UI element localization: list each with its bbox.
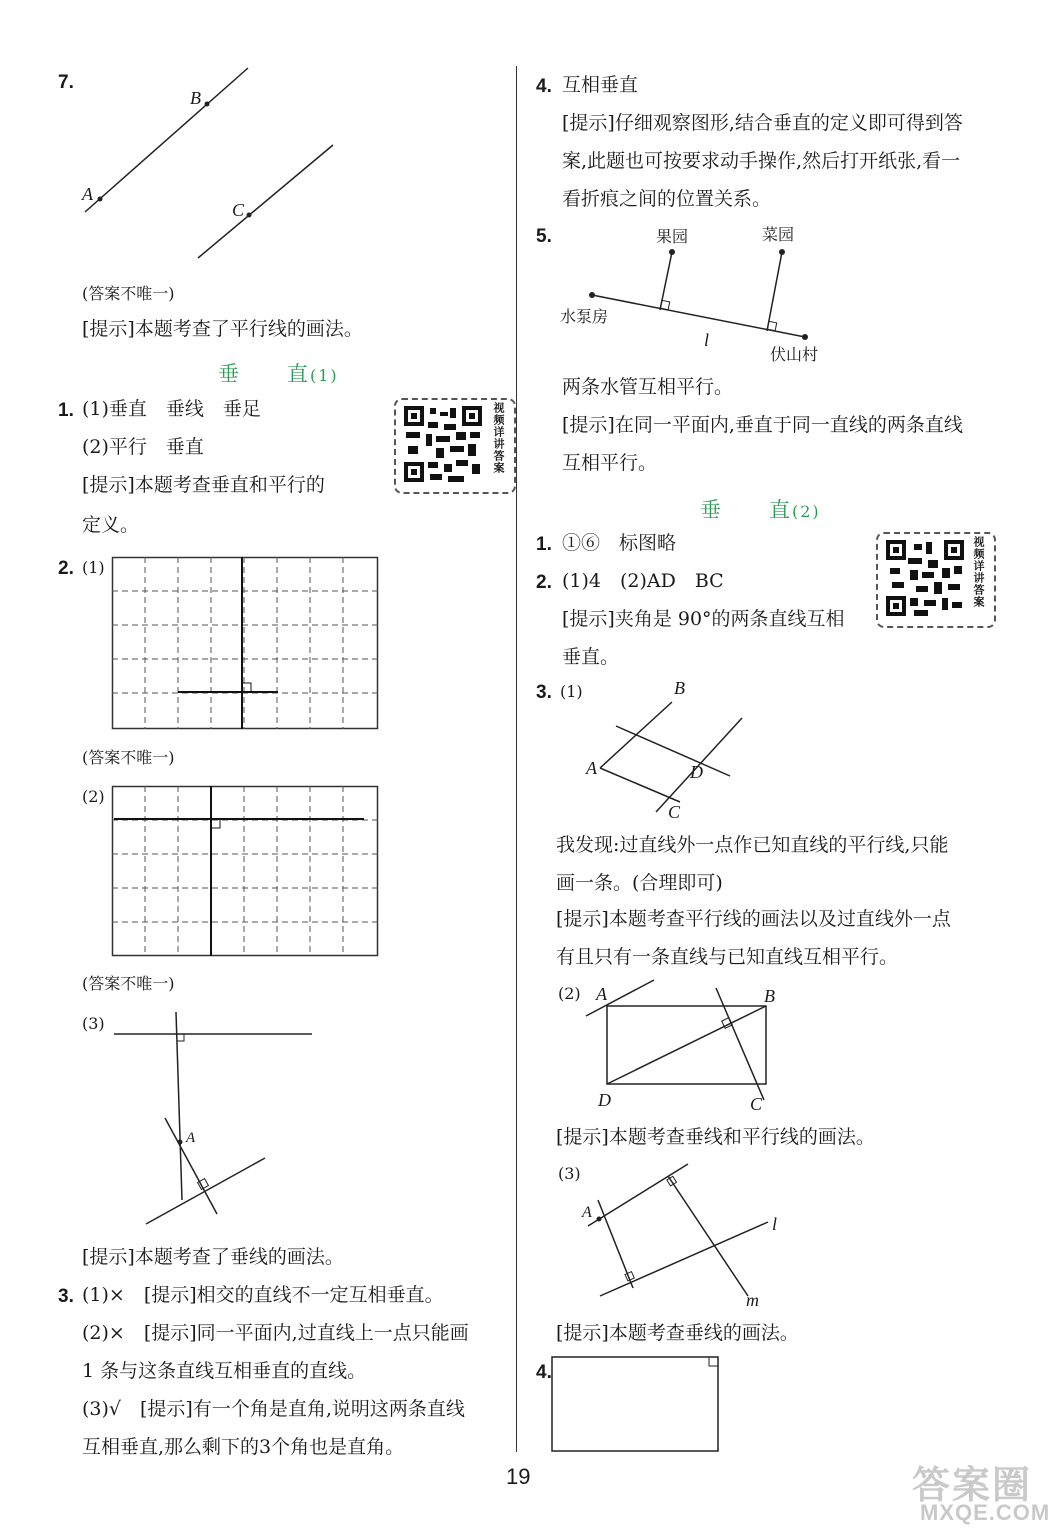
section2-char-b: 直 xyxy=(769,498,792,522)
s1-q1-line2: (2)平行 垂直 xyxy=(82,436,204,458)
s1-q2-point-a: A xyxy=(186,1130,196,1146)
s2-q3-hint-line1: [提示]本题考查平行线的画法以及过直线外一点 xyxy=(556,908,951,930)
s1-q2-hint: [提示]本题考查了垂线的画法。 xyxy=(82,1246,344,1268)
s2-q2-answer: (1)4 (2)AD BC xyxy=(562,570,724,592)
s2-q3-3-line-m: m xyxy=(746,1290,759,1310)
q5-label-vegetable-garden: 菜园 xyxy=(762,225,795,244)
s1-q2-part3-label: (3) xyxy=(82,1014,105,1033)
s2-q3-number: 3. xyxy=(536,682,552,703)
q7-point-a: A xyxy=(82,184,93,204)
q4-answer: 互相垂直 xyxy=(562,74,639,96)
s2-q3-part3-hint: [提示]本题考查垂线的画法。 xyxy=(556,1322,799,1344)
s2-q3-1-point-d: D xyxy=(690,762,703,782)
watermark-logo: 答案圈 xyxy=(912,1465,1033,1507)
qr-right-tag: 视频详讲答案 xyxy=(972,536,985,608)
page-number: 19 xyxy=(506,1464,531,1489)
q5-label-orchard: 果园 xyxy=(656,227,689,246)
s2-q3-2-point-d: D xyxy=(598,1090,611,1110)
s1-q2-part2-label: (2) xyxy=(82,787,105,806)
s1-q3-number: 3. xyxy=(58,1286,74,1307)
q7-point-c: C xyxy=(232,200,245,220)
s2-q3-2-point-a: A xyxy=(596,984,607,1004)
q5-label-pump-house: 水泵房 xyxy=(560,307,609,326)
s2-q4-rectangle xyxy=(551,1356,721,1454)
q4-hint-line1: [提示]仔细观察图形,结合垂直的定义即可得到答 xyxy=(562,112,963,134)
q4-hint-line2: 案,此题也可按要求动手操作,然后打开纸张,看一 xyxy=(562,150,961,172)
section1-char-b: 直 xyxy=(287,362,310,386)
q5-answer: 两条水管互相平行。 xyxy=(562,376,734,398)
s2-q1-answer: ①⑥ 标图略 xyxy=(562,532,677,554)
s2-q3-3-line-l: l xyxy=(772,1214,778,1234)
q5-number: 5. xyxy=(536,226,552,247)
s1-q3-item2-line2: 1 条与这条直线互相垂直的直线。 xyxy=(82,1360,367,1382)
q4-number: 4. xyxy=(536,76,552,97)
q7-hint: [提示]本题考查了平行线的画法。 xyxy=(82,318,363,340)
s2-q3-2-point-b: B xyxy=(764,986,775,1006)
s2-q3-2-point-c: C xyxy=(750,1094,763,1114)
s2-q2-hint-line1: [提示]夹角是 90°的两条直线互相 xyxy=(562,608,845,630)
s2-q2-number: 2. xyxy=(536,572,552,593)
s2-q3-finding-line1: 我发现:过直线外一点作已知直线的平行线,只能 xyxy=(556,834,949,856)
s1-q3-item3-line1: (3)√ [提示]有一个角是直角,说明这两条直线 xyxy=(82,1398,465,1420)
section2-index: (2) xyxy=(792,502,821,521)
s2-q3-part1-label: (1) xyxy=(560,682,583,701)
s2-q3-1-point-a: A xyxy=(586,758,597,778)
q5-hint-line2: 互相平行。 xyxy=(562,452,658,474)
s2-q4-number: 4. xyxy=(536,1362,552,1383)
s2-q1-number: 1. xyxy=(536,534,552,555)
s2-q2-hint-line2: 垂直。 xyxy=(562,646,620,668)
q4-hint-line3: 看折痕之间的位置关系。 xyxy=(562,188,772,210)
s1-q3-item3-line2: 互相垂直,那么剩下的3个角也是直角。 xyxy=(82,1436,405,1458)
s2-q3-finding-line2: 画一条。(合理即可) xyxy=(556,872,723,894)
s1-q2-part1-label: (1) xyxy=(82,558,105,577)
q7-number: 7. xyxy=(58,72,74,93)
section1-char-a: 垂 xyxy=(218,362,241,386)
s1-q2-note1: (答案不唯一) xyxy=(82,748,175,767)
s2-q3-part3-label: (3) xyxy=(558,1164,581,1183)
section2-char-a: 垂 xyxy=(700,498,723,522)
q5-label-line-l: l xyxy=(704,330,710,350)
q7-note: (答案不唯一) xyxy=(82,284,175,303)
s1-q2-note2: (答案不唯一) xyxy=(82,974,175,993)
s1-q1-line1: (1)垂直 垂线 垂足 xyxy=(82,398,261,420)
s1-q2-number: 2. xyxy=(58,558,74,579)
section1-index: (1) xyxy=(310,366,339,385)
s2-q3-1-point-c: C xyxy=(668,802,681,822)
s2-q3-part2-hint: [提示]本题考查垂线和平行线的画法。 xyxy=(556,1126,875,1148)
q5-label-village: 伏山村 xyxy=(770,345,819,364)
q7-point-b: B xyxy=(190,88,201,108)
watermark-url: MXQE.COM xyxy=(920,1500,1051,1525)
s1-q3-item2-line1: (2)× [提示]同一平面内,过直线上一点只能画 xyxy=(82,1322,469,1344)
s2-q3-1-point-b: B xyxy=(674,678,685,698)
s2-q3-hint-line2: 有且只有一条直线与已知直线互相平行。 xyxy=(556,946,899,968)
qr-left-tag: 视频详讲答案 xyxy=(492,402,505,474)
s1-q1-number: 1. xyxy=(58,400,74,421)
s2-q3-part2-label: (2) xyxy=(558,984,581,1003)
q5-hint-line1: [提示]在同一平面内,垂直于同一直线的两条直线 xyxy=(562,414,963,436)
s1-q1-hint-line2: 定义。 xyxy=(82,514,140,536)
s2-q3-3-point-a: A xyxy=(582,1204,592,1221)
s1-q1-hint-line1: [提示]本题考查垂直和平行的 xyxy=(82,474,325,496)
s1-q3-item1: (1)× [提示]相交的直线不一定互相垂直。 xyxy=(82,1284,444,1306)
